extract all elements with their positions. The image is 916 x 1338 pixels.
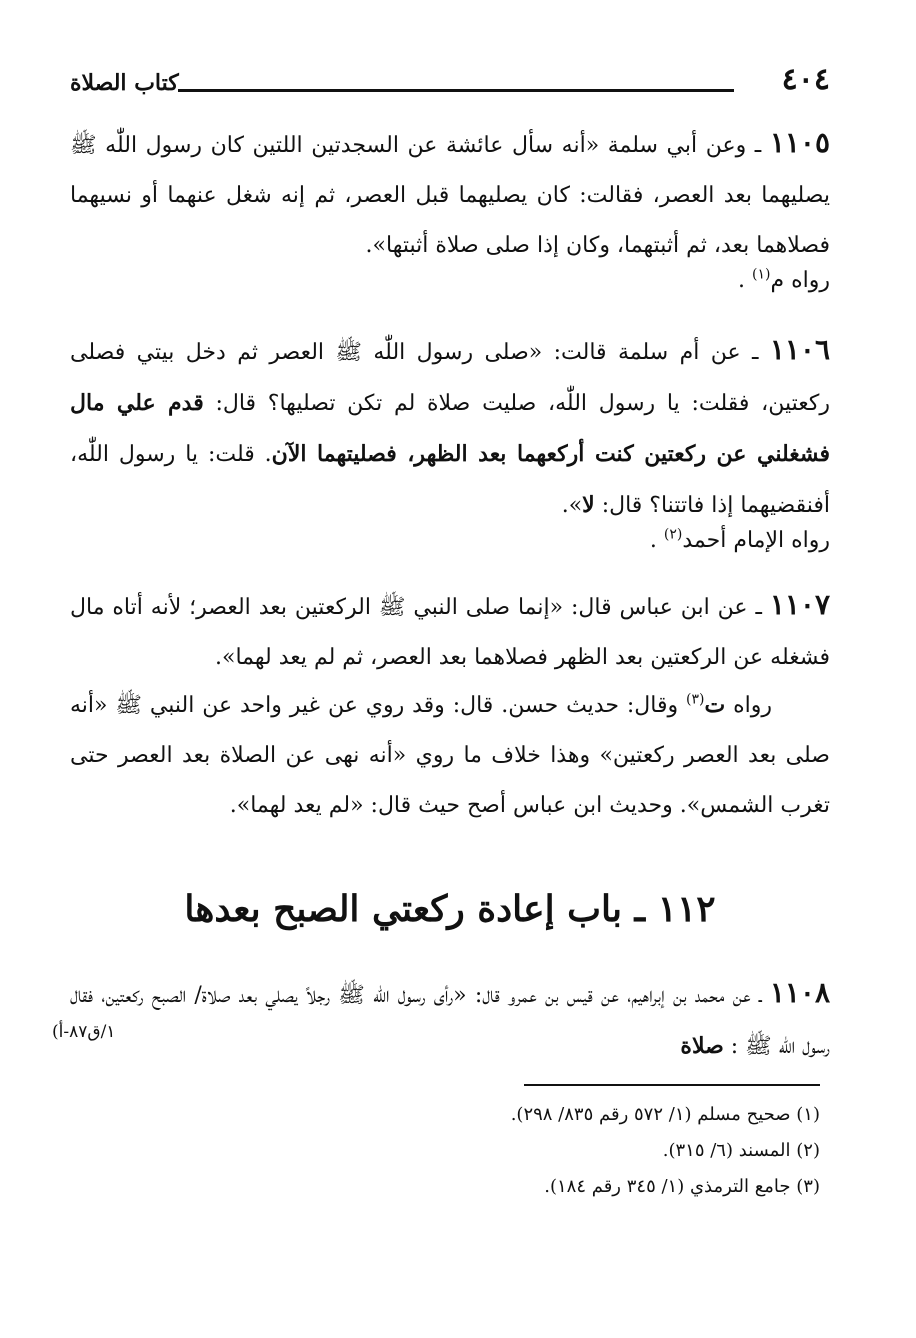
source-abbrev: ت	[704, 692, 726, 718]
hadith-1108	[70, 968, 830, 1072]
hadith-text: ـ عن أم سلمة قالت: «صلى رسول اللّٰه ﷺ العصر ثم دخل بيتي فصلى ركعتين، فقلت: يا رسول اللّٰه، صليت صلاة لم تكن تصليها؟ قال:	[70, 340, 830, 416]
hadith-1105	[70, 118, 830, 271]
chapter-heading: ١١٢ ـ باب إعادة ركعتي الصبح بعدها	[184, 888, 716, 930]
narration-1107	[70, 680, 830, 831]
footnote-2: (٢) المسند (٦/ ٣١٥).	[662, 1140, 820, 1161]
hadith-text: ـ عن محمد بن إبراهيم، عن قيس بن عمرو قال: «رأى رسول اللّٰه ﷺ رجلاً يصلي بعد صلاة/ الصبح ركعتين، فقال رسول اللّٰه ﷺ :	[70, 983, 830, 1059]
hadith-1106	[70, 325, 830, 531]
hadith-number: ١١٠٨	[769, 976, 830, 1009]
narration-text: رواه الإمام أحمد	[682, 528, 830, 553]
footnote-1: (١) صحيح مسلم (١/ ٥٧٢ رقم ٨٣٥/ ٢٩٨).	[510, 1104, 820, 1125]
footnote-ref-3: (٣)	[686, 691, 705, 708]
hadith-text: ـ عن ابن عباس قال: «إنما صلى النبي ﷺ الركعتين بعد العصر؛ لأنه أتاه مال فشغله عن الركعتين بعد الظهر فصلاهما بعد العصر، ثم لم يعد لهما».	[70, 595, 830, 670]
narration-1105	[70, 268, 888, 293]
hadith-text: ».	[561, 493, 583, 518]
header-rule	[178, 89, 734, 92]
hadith-number: ١١٠٦	[769, 333, 830, 366]
narration-text: وقال: حديث حسن. قال: وقد روي عن غير واحد عن النبي ﷺ «أنه صلى بعد العصر ركعتين» وهذا خلاف ما روي «أنه نهى عن الصلاة بعد العصر حتى تغرب الشمس». وحديث ابن عباس أصح حيث قال: «لم يعد لهما».	[70, 693, 830, 818]
hadith-number: ١١٠٥	[769, 126, 830, 159]
hadith-1107	[70, 580, 830, 683]
manuscript-margin-note: ١/ق٨٧-أ)	[52, 1022, 116, 1042]
end-mark: .	[649, 528, 664, 553]
hadith-text-bold: قدم علي مال فشغلني عن ركعتين كنت أركعهما بعد الظهر، فصليتهما الآن	[70, 390, 830, 467]
hadith-text: . قلت: يا رسول اللّٰه، أفنقضيهما إذا فاتتنا؟ قال:	[70, 442, 830, 518]
narration-text: رواه	[725, 693, 772, 718]
footnote-rule	[524, 1084, 820, 1086]
hadith-number: ١١٠٧	[769, 588, 830, 621]
running-header	[70, 62, 830, 102]
narration-text: رواه م	[770, 268, 830, 293]
footnote-ref-2: (٢)	[663, 526, 683, 543]
hadith-text-bold: لا	[582, 492, 595, 518]
footnote-3: (٣) جامع الترمذي (١/ ٣٤٥ رقم ١٨٤).	[544, 1176, 820, 1197]
book-title: كتاب الصلاة	[70, 70, 179, 96]
page-number: ٤٠٤	[781, 62, 830, 97]
narration-1106	[70, 528, 888, 553]
hadith-text-bold: صلاة	[680, 1033, 724, 1059]
footnote-ref-1: (١)	[752, 266, 771, 283]
end-mark: .	[738, 268, 753, 293]
hadith-text: ـ وعن أبي سلمة «أنه سأل عائشة عن السجدتين اللتين كان رسول اللّٰه ﷺ يصليهما بعد العصر، فقالت: كان يصليهما قبل العصر، ثم إنه شغل عنهما أو نسيهما فصلاهما بعد، ثم أثبتهما، وكان إذا صلى صلاة أثبتها».	[70, 133, 830, 258]
